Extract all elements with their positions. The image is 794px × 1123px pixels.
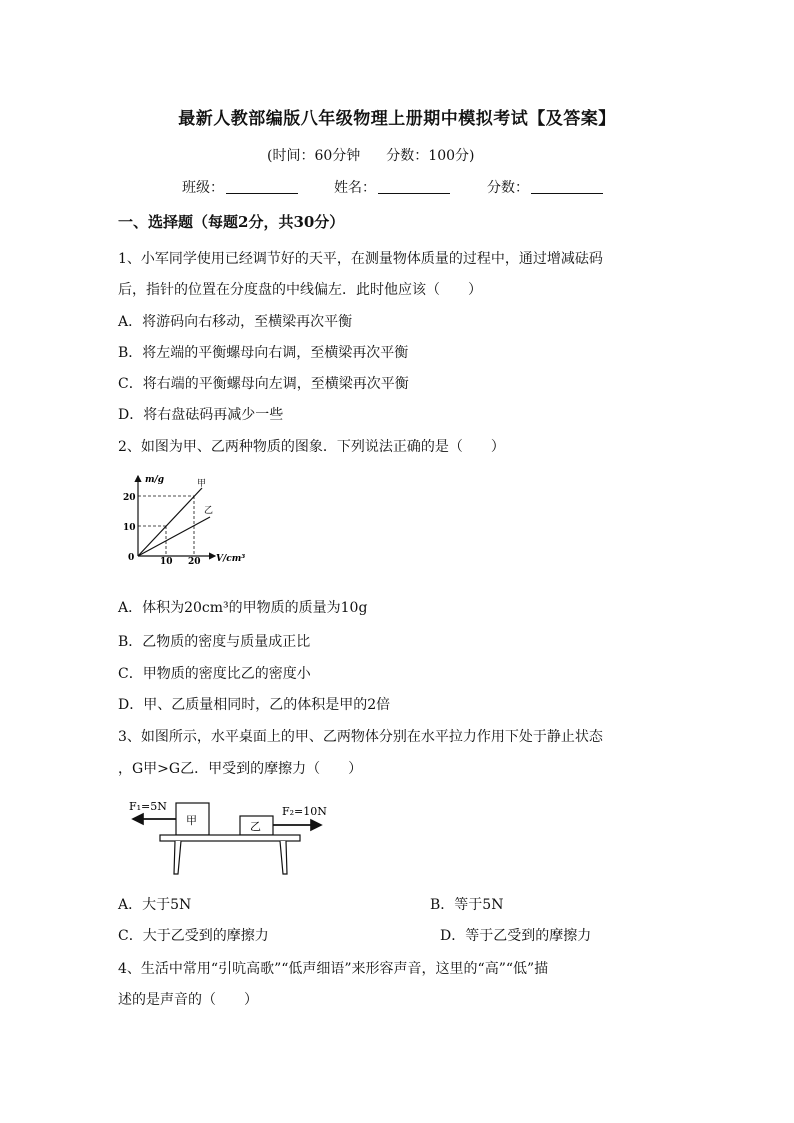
question-1-option-a: A．将游码向右移动，至横梁再次平衡	[118, 314, 353, 330]
x-axis-label: V/cm³	[216, 554, 246, 564]
name-label: 姓名：	[334, 180, 376, 196]
origin-label: 0	[128, 553, 135, 563]
name-field	[334, 177, 450, 197]
question-2-option-c: C．甲物质的密度比乙的密度小	[118, 666, 311, 682]
question-1-line-2: 后，指针的位置在分度盘的中线偏左．此时他应该（ ）	[118, 282, 482, 298]
exam-score: 分数：100分)	[386, 148, 475, 164]
question-1-option-d: D．将右盘砝码再减少一些	[118, 407, 284, 423]
question-1-option-c: C．将右端的平衡螺母向左调，至横梁再次平衡	[118, 376, 409, 392]
series-line-yi	[138, 517, 210, 556]
series-label-yi: 乙	[204, 506, 214, 516]
table-leg-right	[280, 841, 287, 874]
y-axis-label: m/g	[145, 475, 165, 485]
page-title: 最新人教部编版八年级物理上册期中模拟考试【及答案】	[178, 109, 616, 129]
class-label: 班级：	[182, 180, 224, 196]
block-jia-label: 甲	[186, 814, 197, 827]
question-2-line-1: 2、如图为甲、乙两种物质的图象．下列说法正确的是（ ）	[118, 439, 505, 455]
question-2-option-b: B．乙物质的密度与质量成正比	[118, 634, 311, 650]
score-blank[interactable]	[531, 179, 603, 194]
block-yi-label: 乙	[250, 820, 261, 833]
y-tick-10: 10	[123, 523, 136, 533]
y-tick-20: 20	[123, 493, 136, 503]
exam-meta	[267, 145, 500, 165]
question-4-line-1: 4、生活中常用“引吭高歌”“低声细语”来形容声音，这里的“高”“低”描	[118, 961, 549, 977]
score-field	[487, 177, 603, 197]
force-label-f2: F₂=10N	[282, 805, 327, 818]
question-3-option-a: A．大于5N	[118, 897, 192, 913]
x-tick-10: 10	[160, 557, 173, 567]
name-blank[interactable]	[378, 179, 450, 194]
class-field	[182, 177, 298, 197]
class-blank[interactable]	[226, 179, 298, 194]
table-leg-left	[174, 841, 181, 874]
question-3-line-1: 3、如图所示，水平桌面上的甲、乙两物体分别在水平拉力作用下处于静止状态	[118, 729, 603, 745]
question-3-line-2: ，G甲>G乙．甲受到的摩擦力（ ）	[118, 761, 363, 777]
friction-table-figure	[125, 794, 327, 879]
question-2-option-d: D．甲、乙质量相同时，乙的体积是甲的2倍	[118, 697, 391, 713]
section-heading: 一、选择题（每题2分，共30分）	[118, 213, 345, 231]
score-label: 分数：	[487, 180, 529, 196]
question-3-option-b: B．等于5N	[430, 897, 504, 913]
table-top	[160, 835, 300, 841]
mass-volume-graph	[115, 466, 255, 566]
question-1-line-1: 1、小军同学使用已经调节好的天平，在测量物体质量的过程中，通过增减砝码	[118, 251, 603, 267]
x-tick-20: 20	[188, 557, 201, 567]
series-label-jia: 甲	[197, 479, 207, 489]
series-line-jia	[138, 488, 202, 556]
question-3-option-d: D．等于乙受到的摩擦力	[440, 928, 592, 944]
question-2-option-a: A．体积为20cm³的甲物质的质量为10g	[118, 600, 368, 616]
question-3-option-c: C．大于乙受到的摩擦力	[118, 928, 269, 944]
question-1-option-b: B．将左端的平衡螺母向右调，至横梁再次平衡	[118, 345, 409, 361]
force-label-f1: F₁=5N	[129, 800, 167, 813]
question-4-line-2: 述的是声音的（ ）	[118, 992, 258, 1008]
exam-time: (时间：60分钟	[267, 148, 361, 164]
